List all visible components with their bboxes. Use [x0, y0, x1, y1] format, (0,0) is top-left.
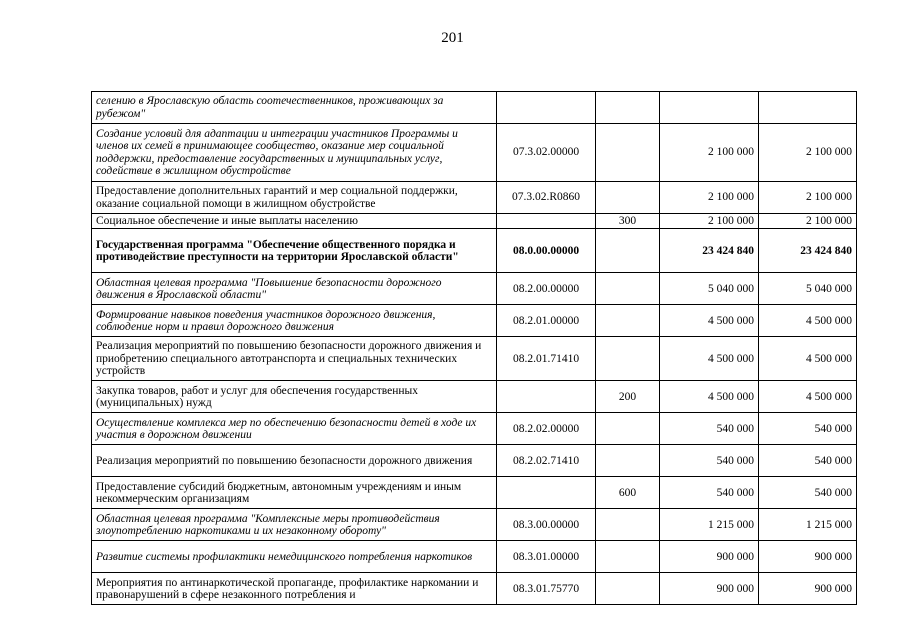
row-code-cell [497, 92, 596, 124]
table-row [92, 573, 857, 605]
row-name-cell: селению в Ярославскую область соотечественников, проживающих за рубежом" [92, 92, 497, 124]
row-name-cell: Развитие системы профилактики немедицинского потребления наркотиков [92, 541, 497, 573]
row-kvr-cell [596, 541, 660, 573]
row-name-cell: Формирование навыков поведения участников дорожного движения, соблюдение норм и правил дорожного движения [92, 305, 497, 337]
row-amount1-cell: 4 500 000 [660, 337, 759, 381]
table-row [92, 92, 857, 124]
row-code-cell: 08.3.00.00000 [497, 509, 596, 541]
row-kvr-cell [596, 229, 660, 273]
row-code-cell [497, 381, 596, 413]
row-code-cell: 08.3.01.00000 [497, 541, 596, 573]
row-code-cell: 08.2.00.00000 [497, 273, 596, 305]
row-amount2-cell [759, 92, 857, 124]
row-name-cell: Осуществление комплекса мер по обеспечению безопасности детей в ходе их участия в дорожном движении [92, 413, 497, 445]
row-amount2-cell: 1 215 000 [759, 509, 857, 541]
table-row [92, 509, 857, 541]
table-row [92, 337, 857, 381]
row-name-cell: Предоставление субсидий бюджетным, автономным учреждениям и иным некоммерческим организациям [92, 477, 497, 509]
row-kvr-cell [596, 273, 660, 305]
row-name-cell: Государственная программа "Обеспечение общественного порядка и противодействие преступности на территории Ярославской области" [92, 229, 497, 273]
table-row [92, 214, 857, 229]
table-row [92, 413, 857, 445]
row-kvr-cell: 200 [596, 381, 660, 413]
page-number: 201 [441, 30, 464, 46]
row-code-cell: 08.2.01.00000 [497, 305, 596, 337]
row-kvr-cell [596, 92, 660, 124]
row-code-cell: 08.0.00.00000 [497, 229, 596, 273]
row-kvr-cell [596, 509, 660, 541]
row-name-cell: Социальное обеспечение и иные выплаты населению [92, 214, 497, 229]
row-amount2-cell: 540 000 [759, 413, 857, 445]
table-row [92, 182, 857, 214]
row-amount2-cell: 540 000 [759, 477, 857, 509]
row-kvr-cell [596, 573, 660, 605]
row-name-cell: Областная целевая программа "Повышение безопасности дорожного движения в Ярославской области" [92, 273, 497, 305]
row-code-cell [497, 477, 596, 509]
table-row [92, 124, 857, 182]
row-amount2-cell: 23 424 840 [759, 229, 857, 273]
row-amount1-cell: 900 000 [660, 573, 759, 605]
table-row [92, 273, 857, 305]
row-amount1-cell: 4 500 000 [660, 305, 759, 337]
row-amount2-cell: 2 100 000 [759, 182, 857, 214]
row-name-cell: Реализация мероприятий по повышению безопасности дорожного движения и приобретению специального автотранспорта и специальных технических устройств [92, 337, 497, 381]
row-amount2-cell: 4 500 000 [759, 381, 857, 413]
row-amount2-cell: 2 100 000 [759, 214, 857, 229]
row-amount1-cell: 5 040 000 [660, 273, 759, 305]
row-code-cell: 07.3.02.00000 [497, 124, 596, 182]
row-code-cell: 07.3.02.R0860 [497, 182, 596, 214]
row-name-cell: Создание условий для адаптации и интеграции участников Программы и членов их семей в принимающее сообщество, оказание мер социальной поддержки, предоставление государственных и муниципальных услуг, содействие в жилищном обустройстве [92, 124, 497, 182]
table-row [92, 305, 857, 337]
row-amount1-cell: 23 424 840 [660, 229, 759, 273]
row-amount2-cell: 4 500 000 [759, 337, 857, 381]
row-kvr-cell [596, 182, 660, 214]
budget-table [91, 91, 857, 605]
row-amount2-cell: 4 500 000 [759, 305, 857, 337]
row-code-cell: 08.2.02.71410 [497, 445, 596, 477]
row-name-cell: Закупка товаров, работ и услуг для обеспечения государственных (муниципальных) нужд [92, 381, 497, 413]
table-row [92, 541, 857, 573]
row-name-cell: Реализация мероприятий по повышению безопасности дорожного движения [92, 445, 497, 477]
table-row [92, 229, 857, 273]
row-amount1-cell: 540 000 [660, 445, 759, 477]
row-amount1-cell: 900 000 [660, 541, 759, 573]
row-amount1-cell: 540 000 [660, 477, 759, 509]
table-row [92, 445, 857, 477]
row-kvr-cell [596, 445, 660, 477]
row-kvr-cell [596, 413, 660, 445]
row-code-cell [497, 214, 596, 229]
row-amount2-cell: 900 000 [759, 573, 857, 605]
row-code-cell: 08.2.01.71410 [497, 337, 596, 381]
row-amount2-cell: 540 000 [759, 445, 857, 477]
row-amount1-cell [660, 92, 759, 124]
row-amount2-cell: 2 100 000 [759, 124, 857, 182]
row-name-cell: Предоставление дополнительных гарантий и мер социальной поддержки, оказание социальной помощи в жилищном обустройстве [92, 182, 497, 214]
row-name-cell: Областная целевая программа "Комплексные меры противодействия злоупотреблению наркотиками и их незаконному обороту" [92, 509, 497, 541]
row-kvr-cell [596, 337, 660, 381]
row-code-cell: 08.3.01.75770 [497, 573, 596, 605]
table-row [92, 381, 857, 413]
row-amount2-cell: 900 000 [759, 541, 857, 573]
row-amount1-cell: 2 100 000 [660, 214, 759, 229]
row-amount1-cell: 1 215 000 [660, 509, 759, 541]
row-amount2-cell: 5 040 000 [759, 273, 857, 305]
row-kvr-cell [596, 305, 660, 337]
table-row [92, 477, 857, 509]
row-amount1-cell: 540 000 [660, 413, 759, 445]
row-amount1-cell: 2 100 000 [660, 182, 759, 214]
row-amount1-cell: 2 100 000 [660, 124, 759, 182]
row-name-cell: Мероприятия по антинаркотической пропаганде, профилактике наркомании и правонарушений в сфере незаконного потребления и [92, 573, 497, 605]
row-kvr-cell: 600 [596, 477, 660, 509]
row-kvr-cell [596, 124, 660, 182]
row-amount1-cell: 4 500 000 [660, 381, 759, 413]
row-kvr-cell: 300 [596, 214, 660, 229]
row-code-cell: 08.2.02.00000 [497, 413, 596, 445]
